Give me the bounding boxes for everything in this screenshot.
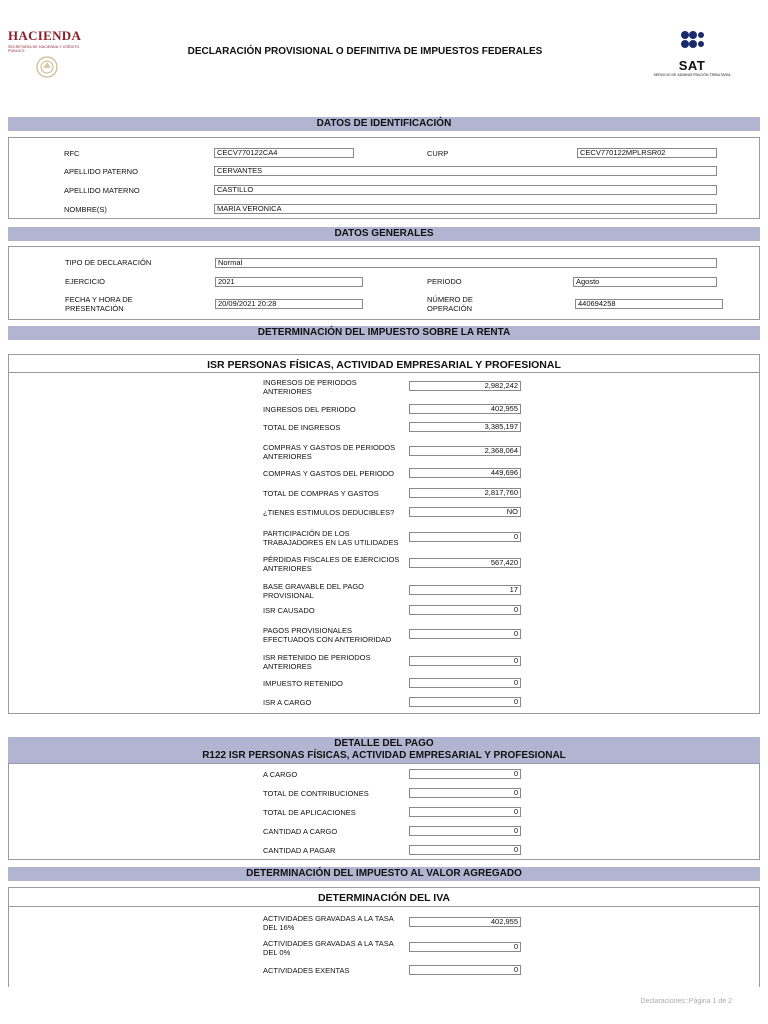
row-label bbox=[263, 606, 315, 615]
periodo-label: PERIODO bbox=[427, 277, 462, 286]
row-value-field: 0 bbox=[409, 826, 521, 836]
row-value-field: 449,696 bbox=[409, 468, 521, 478]
tipo-field: Normal bbox=[215, 258, 717, 268]
row-label bbox=[263, 423, 340, 432]
tipo-label: TIPO DE DECLARACIÓN bbox=[65, 258, 152, 267]
row-label-line-2: DEL 16% bbox=[263, 923, 295, 932]
isr-title-divider bbox=[9, 372, 759, 373]
row-label bbox=[263, 653, 371, 671]
page-footer: Declaraciones::Página 1 de 2 bbox=[640, 998, 732, 1005]
row-value-field: 0 bbox=[409, 845, 521, 855]
row-value-field: 0 bbox=[409, 532, 521, 542]
operacion-label bbox=[427, 295, 473, 313]
row-label bbox=[263, 679, 343, 688]
row-label bbox=[263, 939, 394, 957]
ejercicio-label: EJERCICIO bbox=[65, 277, 106, 286]
sat-logo bbox=[652, 30, 732, 80]
periodo-field: Agosto bbox=[573, 277, 717, 287]
row-value-field: 0 bbox=[409, 678, 521, 688]
row-label bbox=[263, 378, 357, 396]
section-bar-iva: DETERMINACIÓN DEL IMPUESTO AL VALOR AGREGADO bbox=[8, 867, 760, 881]
row-label-line-1: ¿TIENES ESTIMULOS DEDUCIBLES? bbox=[263, 508, 395, 517]
row-value-field: 402,955 bbox=[409, 404, 521, 414]
row-label-line-1: IMPUESTO RETENIDO bbox=[263, 679, 343, 688]
curp-label: CURP bbox=[427, 149, 449, 158]
row-label-line-1: ISR CAUSADO bbox=[263, 606, 315, 615]
row-value-field: 0 bbox=[409, 965, 521, 975]
row-value-field: 0 bbox=[409, 629, 521, 639]
row-label-line-2: PROVISIONAL bbox=[263, 591, 314, 600]
row-value-field: 0 bbox=[409, 697, 521, 707]
sat-dots-icon bbox=[680, 30, 704, 52]
hacienda-wordmark: HACIENDA bbox=[8, 28, 82, 43]
row-label-line-1: PAGOS PROVISIONALES bbox=[263, 626, 353, 635]
fecha-field: 20/09/2021 20:28 bbox=[215, 299, 363, 309]
row-label bbox=[263, 966, 350, 975]
row-label bbox=[263, 582, 364, 600]
fecha-label bbox=[65, 295, 133, 313]
row-label-line-1: BASE GRAVABLE DEL PAGO bbox=[263, 582, 365, 591]
row-label bbox=[263, 698, 311, 707]
row-label-line-1: ISR RETENIDO DE PERIODOS bbox=[263, 653, 371, 662]
sat-wordmark: SAT bbox=[678, 58, 706, 73]
row-value-field: 0 bbox=[409, 788, 521, 798]
row-value-field: 0 bbox=[409, 656, 521, 666]
operacion-field: 440694258 bbox=[575, 299, 723, 309]
row-label-line-2: TRABAJADORES EN LAS UTILIDADES bbox=[263, 538, 399, 547]
row-label bbox=[263, 555, 399, 573]
row-value-field: 2,817,760 bbox=[409, 488, 521, 498]
fecha-label-line-1: FECHA Y HORA DE bbox=[65, 295, 133, 304]
row-label-line-1: PÉRDIDAS FISCALES DE EJERCICIOS bbox=[263, 555, 400, 564]
row-label bbox=[263, 405, 356, 414]
rfc-label: RFC bbox=[64, 149, 80, 158]
row-label-line-1: ISR A CARGO bbox=[263, 698, 312, 707]
row-value-field: 0 bbox=[409, 807, 521, 817]
document-title: DECLARACIÓN PROVISIONAL O DEFINITIVA DE IMPUESTOS FEDERALES bbox=[187, 46, 543, 57]
row-label bbox=[263, 508, 394, 517]
identificacion-box bbox=[8, 137, 760, 219]
row-label-line-2: ANTERIORES bbox=[263, 564, 312, 573]
paterno-field: CERVANTES bbox=[214, 166, 717, 176]
row-label-line-1: COMPRAS Y GASTOS DEL PERIODO bbox=[263, 469, 395, 478]
row-value-field: 567,420 bbox=[409, 558, 521, 568]
iva-box bbox=[8, 887, 760, 987]
hacienda-logo bbox=[8, 28, 88, 80]
materno-label: APELLIDO MATERNO bbox=[64, 186, 140, 195]
row-label: A CARGO bbox=[263, 770, 298, 779]
curp-field: CECV770122MPLRSR02 bbox=[577, 148, 717, 158]
row-label-line-1: INGRESOS DEL PERIODO bbox=[263, 405, 356, 414]
sat-subtitle: SERVICIO DE ADMINISTRACIÓN TRIBUTARIA bbox=[653, 73, 731, 77]
row-label-line-1: ACTIVIDADES GRAVADAS A LA TASA bbox=[263, 939, 394, 948]
section-bar-identificacion: DATOS DE IDENTIFICACIÓN bbox=[8, 117, 760, 131]
operacion-label-line-1: NÚMERO DE bbox=[427, 295, 473, 304]
section-bar-pago bbox=[8, 737, 760, 763]
row-label-line-2: ANTERIORES bbox=[263, 452, 312, 461]
row-label-line-1: ACTIVIDADES GRAVADAS A LA TASA bbox=[263, 914, 394, 923]
iva-box-title: DETERMINACIÓN DEL IVA bbox=[317, 892, 451, 904]
pago-title-2: R122 ISR PERSONAS FÍSICAS, ACTIVIDAD EMPRESARIAL Y PROFESIONAL bbox=[202, 750, 566, 761]
rfc-field: CECV770122CA4 bbox=[214, 148, 354, 158]
row-label bbox=[263, 489, 379, 498]
row-value-field: 0 bbox=[409, 605, 521, 615]
row-value-field: 17 bbox=[409, 585, 521, 595]
ejercicio-field: 2021 bbox=[215, 277, 363, 287]
row-value-field: 0 bbox=[409, 942, 521, 952]
row-value-field: 0 bbox=[409, 769, 521, 779]
section-bar-isr: DETERMINACIÓN DEL IMPUESTO SOBRE LA RENTA bbox=[8, 326, 760, 340]
generales-box bbox=[8, 246, 760, 320]
row-label-line-1: PARTICIPACIÓN DE LOS bbox=[263, 529, 350, 538]
row-label bbox=[263, 443, 395, 461]
row-label: CANTIDAD A PAGAR bbox=[263, 846, 336, 855]
materno-field: CASTILLO bbox=[214, 185, 717, 195]
row-label bbox=[263, 914, 394, 932]
paterno-label: APELLIDO PATERNO bbox=[64, 167, 138, 176]
pago-box bbox=[8, 763, 760, 860]
row-label bbox=[263, 469, 394, 478]
row-label-line-2: ANTERIORES bbox=[263, 662, 312, 671]
row-label-line-1: TOTAL DE INGRESOS bbox=[263, 423, 341, 432]
row-label: TOTAL DE CONTRIBUCIONES bbox=[263, 789, 369, 798]
row-value-field: 2,982,242 bbox=[409, 381, 521, 391]
row-label-line-2: ANTERIORES bbox=[263, 387, 312, 396]
row-label: TOTAL DE APLICACIONES bbox=[263, 808, 356, 817]
isr-box-title: ISR PERSONAS FÍSICAS, ACTIVIDAD EMPRESARIAL Y PROFESIONAL bbox=[207, 359, 561, 371]
row-label-line-1: INGRESOS DE PERIODOS bbox=[263, 378, 357, 387]
row-label-line-1: COMPRAS Y GASTOS DE PERIODOS bbox=[263, 443, 396, 452]
hacienda-subtitle: SECRETARÍA DE HACIENDA Y CRÉDITO PÚBLICO bbox=[8, 45, 80, 53]
row-label-line-1: ACTIVIDADES EXENTAS bbox=[263, 966, 350, 975]
nombre-label: NOMBRE(S) bbox=[64, 205, 107, 214]
row-value-field: NO bbox=[409, 507, 521, 517]
isr-box bbox=[8, 354, 760, 714]
row-label-line-2: EFECTUADOS CON ANTERIORIDAD bbox=[263, 635, 392, 644]
row-value-field: 2,368,064 bbox=[409, 446, 521, 456]
row-value-field: 402,955 bbox=[409, 917, 521, 927]
row-value-field: 3,385,197 bbox=[409, 422, 521, 432]
nombre-field: MARIA VERONICA bbox=[214, 204, 717, 214]
iva-title-divider bbox=[9, 906, 759, 907]
row-label bbox=[263, 626, 391, 644]
row-label-line-2: DEL 0% bbox=[263, 948, 291, 957]
row-label: CANTIDAD A CARGO bbox=[263, 827, 338, 836]
pago-title-1: DETALLE DEL PAGO bbox=[334, 738, 434, 749]
row-label-line-1: TOTAL DE COMPRAS Y GASTOS bbox=[263, 489, 379, 498]
row-label bbox=[263, 529, 398, 547]
section-bar-generales: DATOS GENERALES bbox=[8, 227, 760, 241]
operacion-label-line-2: OPERACIÓN bbox=[427, 304, 473, 313]
fecha-label-line-2: PRESENTACIÓN bbox=[65, 304, 124, 313]
coat-of-arms-icon bbox=[34, 55, 60, 79]
